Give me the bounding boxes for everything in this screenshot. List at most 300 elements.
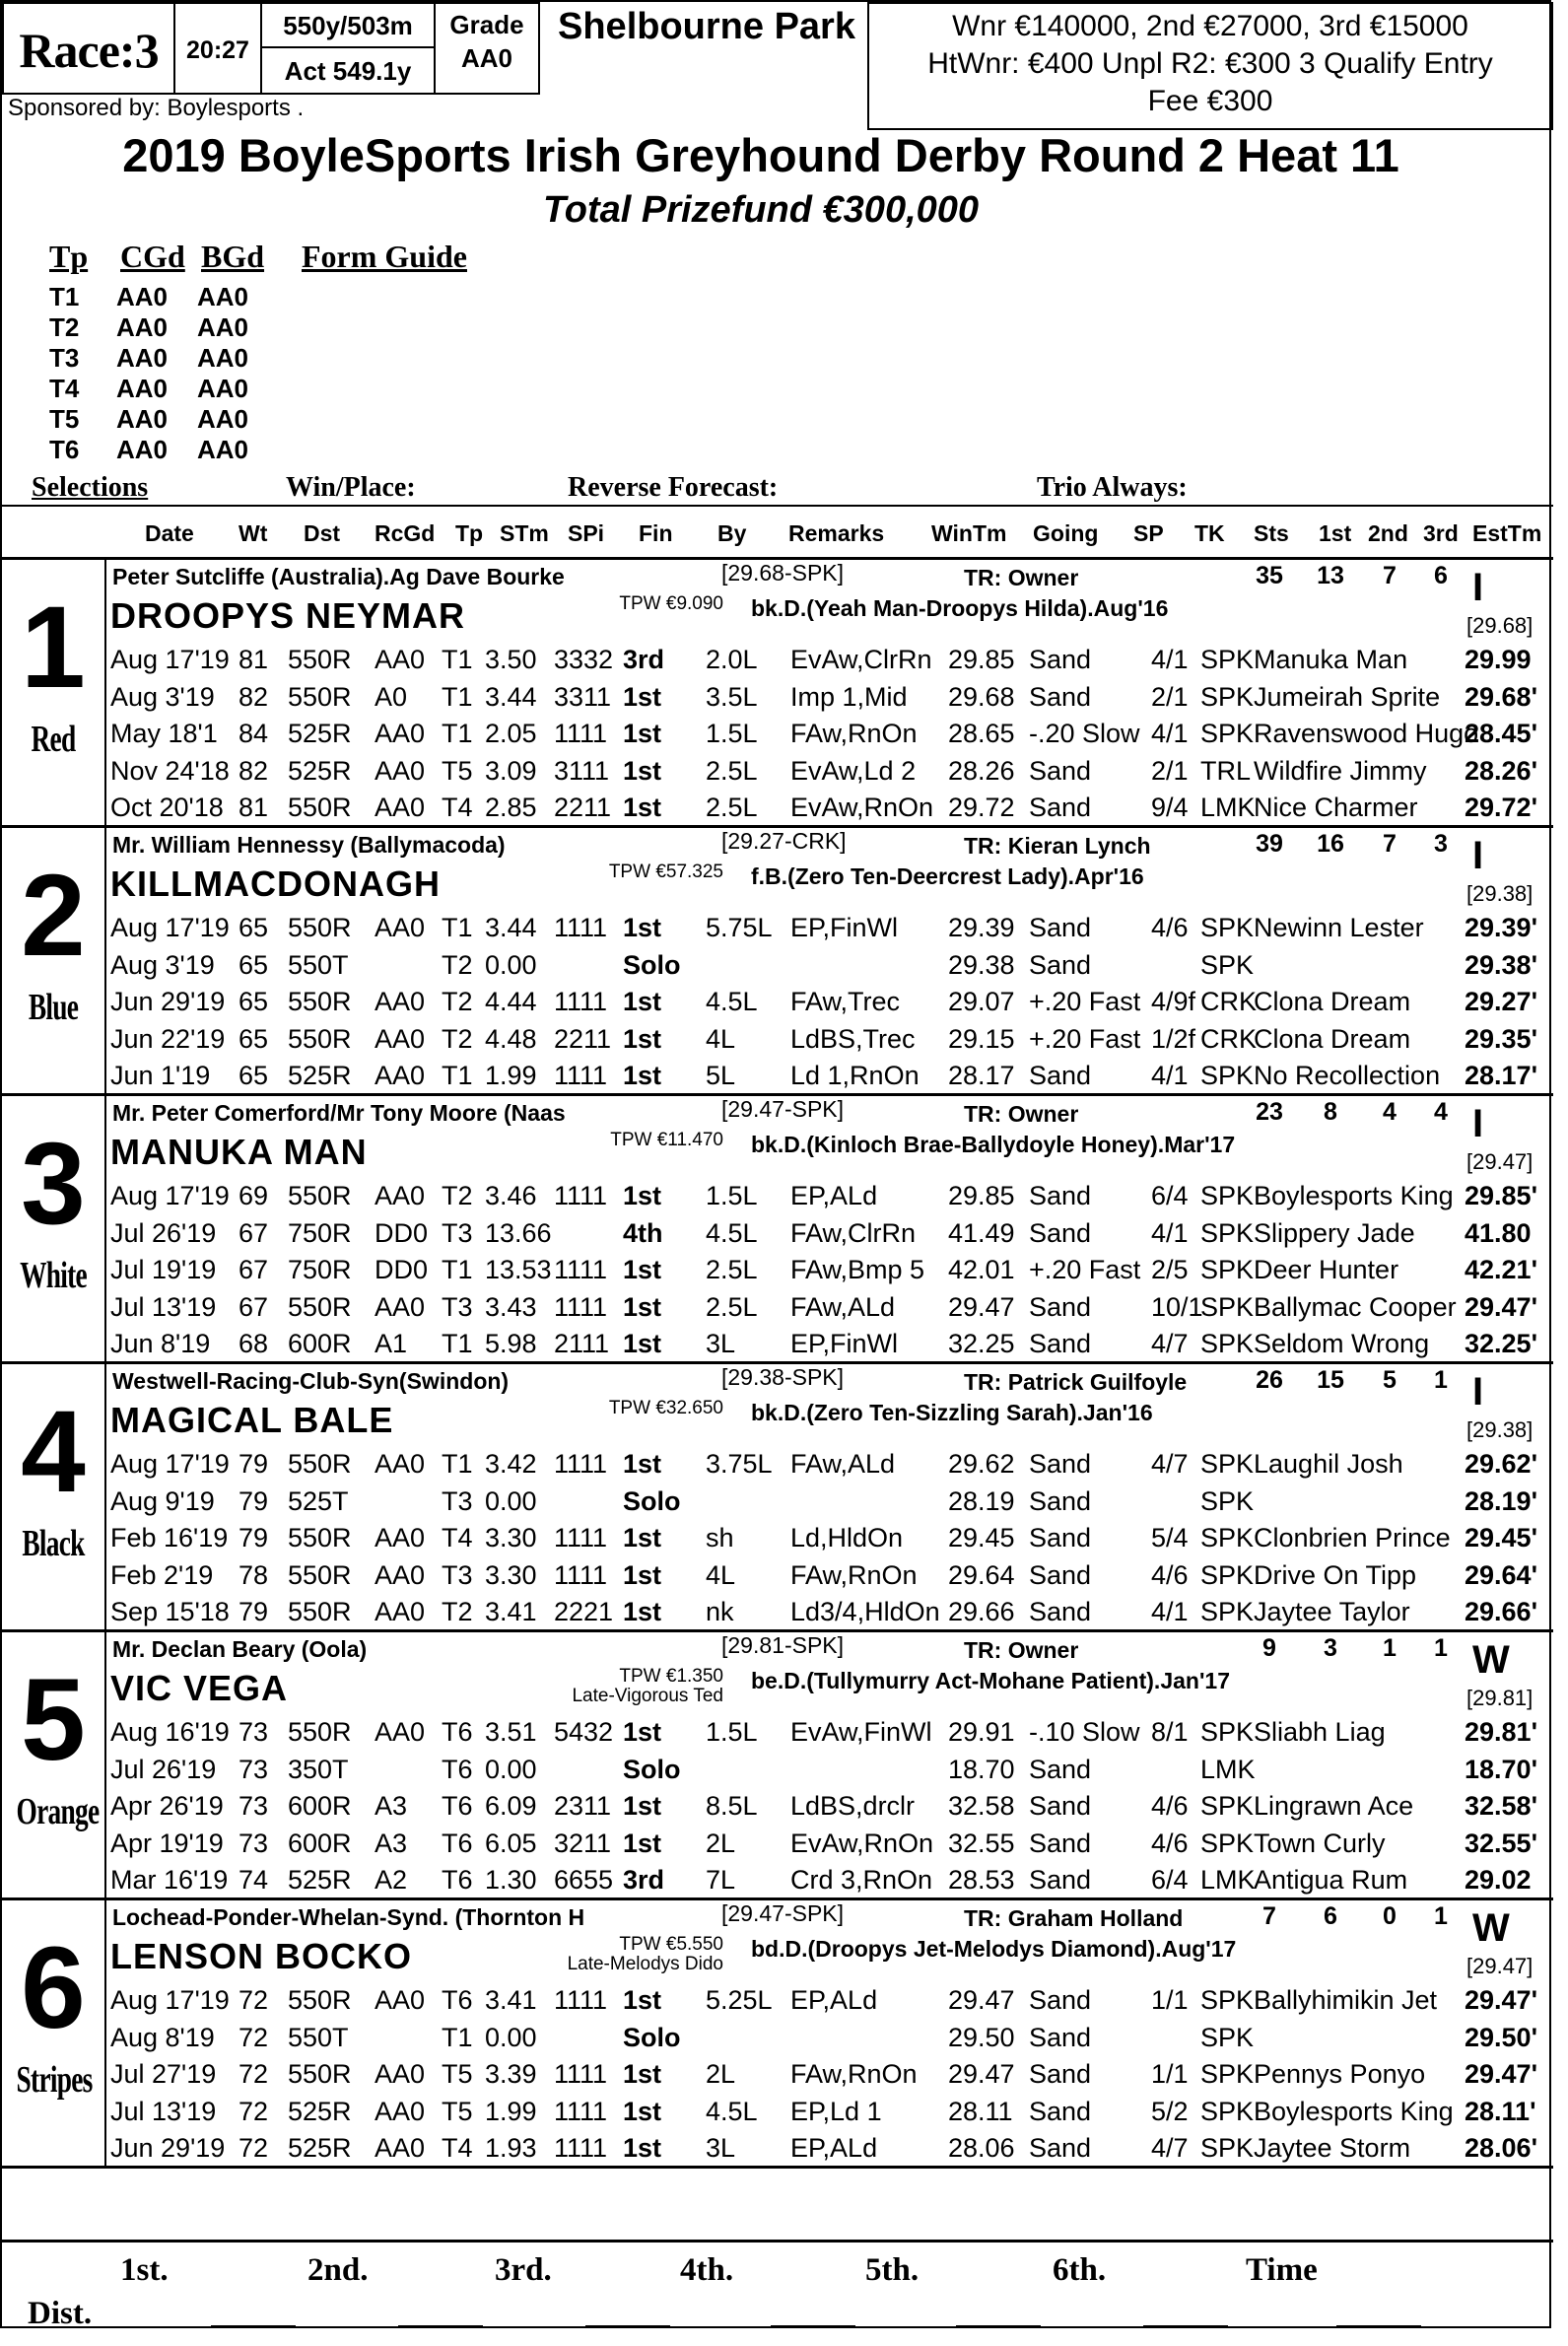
form-cell: 13.53: [485, 1255, 552, 1284]
form-cell: 550R: [288, 1023, 352, 1054]
column-header: STm: [500, 520, 549, 546]
trap-box: [2, 1632, 106, 1898]
form-row: [110, 983, 1549, 1020]
form-cell: SPK: [1200, 1217, 1255, 1248]
breeding: bk.D.(Zero Ten-Sizzling Sarah).Jan'16: [751, 1400, 1153, 1425]
form-cell: SPK: [1200, 1291, 1255, 1322]
form-row: [110, 1057, 1549, 1094]
form-cell: 1st: [623, 719, 662, 748]
form-cell: T6: [442, 1791, 473, 1821]
trap-box: [2, 1096, 106, 1361]
form-cell: Sand: [1029, 1061, 1092, 1090]
form-cell: A3: [375, 1791, 408, 1821]
form-cell: AA0: [375, 1291, 426, 1322]
runner-stat-third: 1: [1434, 1366, 1448, 1394]
form-cell: T1: [442, 719, 473, 748]
form-cell: 72: [239, 2096, 269, 2126]
form-cell: 74: [239, 1865, 269, 1895]
trap-colour: Orange: [16, 1791, 100, 1832]
place-label: 4th.: [680, 2252, 734, 2288]
form-cell: T3: [442, 1559, 473, 1590]
form-cell: 41.80: [1465, 1217, 1532, 1248]
form-cell: 1st: [623, 681, 662, 712]
form-cell: AA0: [375, 987, 426, 1016]
runner-stat-third: 1: [1434, 1902, 1448, 1930]
form-cell: AA0: [375, 1449, 426, 1479]
trap-grade-cell: AA0: [197, 343, 249, 373]
form-cell: Aug 3'19: [110, 949, 215, 980]
form-cell: AA0: [375, 2133, 426, 2163]
runner-comment: Late-Vigorous Ted: [572, 1686, 723, 1706]
form-cell: Crd 3,RnOn: [790, 1865, 933, 1895]
form-cell: SPK: [1200, 1985, 1255, 2015]
form-cell: 3.44: [485, 681, 537, 712]
form-cell: 73: [239, 1717, 269, 1747]
form-row: [110, 1325, 1549, 1362]
form-cell: Pennys Ponyo: [1254, 2059, 1426, 2089]
form-cell: 4L: [706, 1023, 736, 1054]
form-cell: EvAw,RnOn: [790, 793, 934, 822]
place-label: 2nd.: [307, 2252, 369, 2288]
grade-label: Grade: [449, 10, 524, 39]
form-cell: 4/6: [1151, 1559, 1189, 1590]
form-cell: 4/6: [1151, 1828, 1189, 1858]
form-cell: FAw,Trec: [790, 987, 901, 1016]
runner-block: [2, 560, 1553, 828]
form-cell: 3.30: [485, 1523, 537, 1552]
form-cell: 79: [239, 1449, 269, 1479]
form-cell: Boylesports King: [1254, 1181, 1454, 1210]
form-cell: Sand: [1029, 1181, 1092, 1210]
form-cell: 550R: [288, 1597, 352, 1626]
column-header: Fin: [639, 520, 673, 546]
trap-grade-cell: AA0: [197, 282, 249, 311]
form-cell: 600R: [288, 1828, 352, 1858]
place-label: 3rd.: [495, 2252, 552, 2288]
trap-grade-cell: AA0: [116, 404, 169, 434]
form-cell: EP,ALd: [790, 1181, 878, 1210]
best-time: [29.47]: [1466, 1149, 1534, 1174]
form-cell: 28.26': [1465, 755, 1537, 786]
form-cell: T6: [442, 1985, 473, 2015]
form-cell: 1st: [623, 2133, 662, 2163]
form-cell: 29.50': [1465, 2022, 1537, 2052]
runner-stat-starts: 23: [1256, 1098, 1283, 1126]
form-cell: 28.11: [948, 2096, 1013, 2126]
form-cell: 525T: [288, 1485, 349, 1516]
form-cell: 0.00: [485, 1485, 537, 1516]
tpw-value: TPW €9.090: [619, 593, 723, 614]
form-cell: +.20 Fast: [1029, 1023, 1141, 1054]
form-cell: EP,ALd: [790, 2133, 878, 2163]
form-cell: 29.47: [948, 2059, 1015, 2089]
form-cell: 29.99: [1465, 645, 1532, 674]
form-cell: 1st: [623, 1597, 662, 1626]
runner-block: [2, 1096, 1553, 1364]
form-row: [110, 1445, 1549, 1483]
form-cell: SPK: [1200, 949, 1255, 980]
form-cell: 525R: [288, 1061, 352, 1090]
runner-stat-starts: 26: [1256, 1366, 1283, 1394]
form-cell: T2: [442, 949, 473, 980]
form-cell: 5.25L: [706, 1985, 773, 2015]
form-cell: 42.01: [948, 1255, 1015, 1284]
form-cell: EP,FinWl: [790, 913, 899, 942]
form-cell: 5/4: [1151, 1523, 1189, 1552]
trap-grade-cell: T2: [49, 312, 80, 342]
form-cell: 2L: [706, 2059, 736, 2089]
form-cell: 1st: [623, 913, 662, 942]
dog-name: LENSON BOCKO: [110, 1936, 413, 1976]
form-cell: 3.42: [485, 1449, 537, 1479]
form-cell: 550R: [288, 645, 352, 674]
form-cell: 2L: [706, 1828, 736, 1858]
runner-stat-second: 4: [1383, 1098, 1397, 1126]
form-row: [110, 1713, 1549, 1751]
form-cell: Jumeirah Sprite: [1254, 681, 1441, 712]
form-cell: Sliabh Liag: [1254, 1717, 1386, 1747]
form-cell: T3: [442, 1291, 473, 1322]
form-cell: T2: [442, 1023, 473, 1054]
form-cell: Jun 8'19: [110, 1329, 211, 1358]
runner-stat-second: 5: [1383, 1366, 1397, 1394]
form-cell: Solo: [623, 949, 681, 980]
form-cell: 2211: [554, 1023, 612, 1054]
column-header: 2nd: [1368, 520, 1408, 546]
form-cell: 3.41: [485, 1597, 537, 1626]
result-area: [2, 2240, 1553, 2330]
form-cell: 65: [239, 949, 269, 980]
result-line: [1336, 2325, 1421, 2328]
form-cell: T1: [442, 1255, 473, 1284]
form-cell: T1: [442, 1449, 473, 1479]
form-cell: 2/1: [1151, 681, 1189, 712]
form-cell: T4: [442, 2133, 473, 2163]
form-cell: nk: [706, 1597, 734, 1626]
form-cell: 4.5L: [706, 2096, 758, 2126]
form-cell: 525R: [288, 2133, 352, 2163]
trap-grade-cell: AA0: [197, 435, 249, 464]
form-cell: 2.5L: [706, 1291, 758, 1322]
form-cell: Aug 17'19: [110, 645, 230, 674]
form-row: [110, 2055, 1549, 2093]
form-cell: FAw,ALd: [790, 1291, 896, 1322]
form-cell: T1: [442, 913, 473, 942]
column-header: TK: [1194, 520, 1225, 546]
form-cell: Aug 17'19: [110, 1985, 230, 2015]
form-cell: 29.68': [1465, 681, 1537, 712]
dog-name: DROOPYS NEYMAR: [110, 595, 466, 636]
form-cell: SPK: [1200, 1559, 1255, 1590]
form-cell: 1st: [623, 1791, 662, 1821]
form-cell: 29.47': [1465, 2059, 1537, 2089]
trainer-name: TR: Owner: [964, 1101, 1079, 1127]
form-cell: Ballymac Cooper: [1254, 1291, 1457, 1322]
runner-stat-third: 4: [1434, 1098, 1448, 1126]
runner-stat-second: 0: [1383, 1902, 1397, 1930]
form-cell: FAw,RnOn: [790, 719, 918, 748]
form-cell: T4: [442, 793, 473, 822]
form-cell: T5: [442, 755, 473, 786]
form-cell: EvAw,Ld 2: [790, 755, 917, 786]
form-row: [110, 1214, 1549, 1252]
best-time: [29.38]: [1466, 881, 1534, 906]
form-cell: 29.47: [948, 1291, 1015, 1322]
form-cell: 65: [239, 1061, 269, 1090]
form-cell: 5.75L: [706, 913, 773, 942]
form-cell: T6: [442, 1828, 473, 1858]
form-cell: Aug 17'19: [110, 913, 230, 942]
form-cell: 525R: [288, 755, 352, 786]
form-cell: 550R: [288, 1985, 352, 2015]
form-cell: 28.17: [948, 1061, 1015, 1090]
form-cell: 525R: [288, 2096, 352, 2126]
form-cell: Sand: [1029, 1828, 1092, 1858]
form-cell: SPK: [1200, 913, 1255, 942]
form-cell: 1.99: [485, 1061, 537, 1090]
form-cell: +.20 Fast: [1029, 1255, 1141, 1284]
form-cell: 1st: [623, 1449, 662, 1479]
form-cell: 28.65: [948, 719, 1015, 748]
form-cell: 3.09: [485, 755, 537, 786]
form-cell: 1st: [623, 2096, 662, 2126]
form-cell: EvAw,RnOn: [790, 1828, 934, 1858]
trap-number: 1: [21, 583, 86, 713]
form-cell: 10/1: [1151, 1291, 1203, 1322]
form-cell: 1111: [554, 1449, 608, 1479]
form-cell: 6/4: [1151, 1181, 1189, 1210]
form-cell: Newinn Lester: [1254, 913, 1424, 942]
form-cell: Sand: [1029, 1217, 1092, 1248]
form-cell: 13.66: [485, 1217, 552, 1248]
form-cell: 1111: [554, 1985, 608, 2015]
form-cell: 1st: [623, 1255, 662, 1284]
form-cell: 1st: [623, 1329, 662, 1358]
tp-header: Tp: [49, 239, 89, 274]
trainer-name: TR: Patrick Guilfoyle: [964, 1369, 1188, 1395]
form-cell: SPK: [1200, 1255, 1255, 1284]
form-row: [110, 1861, 1549, 1898]
trap-box: [2, 1364, 106, 1629]
form-cell: SPK: [1200, 1523, 1255, 1552]
form-cell: 1st: [623, 1985, 662, 2015]
form-cell: 1st: [623, 1523, 662, 1552]
form-cell: 3rd: [623, 1865, 665, 1895]
trap-grade-cell: AA0: [197, 374, 249, 403]
form-row: [110, 1981, 1549, 2019]
form-cell: 28.19: [948, 1485, 1015, 1516]
runner-stat-third: 6: [1434, 562, 1448, 589]
best-time: [29.38]: [1466, 1417, 1534, 1442]
form-cell: AA0: [375, 1597, 426, 1626]
form-cell: 72: [239, 2022, 269, 2052]
form-cell: 29.85': [1465, 1181, 1537, 1210]
column-header: Date: [145, 520, 194, 546]
form-cell: SPK: [1200, 681, 1255, 712]
trainer-name: TR: Owner: [964, 1637, 1079, 1663]
form-row: [110, 678, 1549, 716]
runner-stat-first: 8: [1324, 1098, 1337, 1126]
form-cell: Aug 8'19: [110, 2022, 215, 2052]
form-cell: Sand: [1029, 2133, 1092, 2163]
form-cell: 4.48: [485, 1023, 537, 1054]
form-cell: Nice Charmer: [1254, 793, 1418, 822]
best-track-time: [29.81-SPK]: [721, 1632, 845, 1658]
prize-box: [867, 2, 1553, 130]
form-cell: 1111: [554, 2096, 608, 2126]
form-cell: SPK: [1200, 1181, 1255, 1210]
form-cell: SPK: [1200, 1449, 1255, 1479]
prize-line-1: Wnr €140000, 2nd €27000, 3rd €15000: [952, 10, 1468, 42]
trap-grade-cell: T4: [49, 374, 80, 403]
form-cell: Sand: [1029, 2096, 1092, 2126]
trap-colour: Black: [22, 1523, 85, 1564]
form-cell: 1st: [623, 1181, 662, 1210]
form-cell: 1111: [554, 913, 608, 942]
form-cell: SPK: [1200, 2059, 1255, 2089]
form-cell: Ballyhimikin Jet: [1254, 1985, 1438, 2015]
form-cell: 1111: [554, 1255, 608, 1284]
form-cell: 9/4: [1151, 793, 1189, 822]
form-cell: Sand: [1029, 2059, 1092, 2089]
form-cell: -.20 Slow: [1029, 719, 1140, 748]
form-cell: 29.62: [948, 1449, 1015, 1479]
runner-stat-third: 1: [1434, 1634, 1448, 1662]
form-cell: 3rd: [623, 645, 665, 674]
runner-block: [2, 1632, 1553, 1900]
form-cell: Wildfire Jimmy: [1254, 755, 1427, 786]
form-cell: 4/7: [1151, 1449, 1189, 1479]
form-cell: 4th: [623, 1217, 663, 1248]
form-cell: Sand: [1029, 913, 1092, 942]
form-cell: 4/6: [1151, 1791, 1189, 1821]
trap-grade-cell: AA0: [116, 374, 169, 403]
form-cell: 67: [239, 1255, 269, 1284]
form-cell: Sand: [1029, 681, 1092, 712]
form-cell: 1/2f: [1151, 1023, 1196, 1054]
form-cell: 29.47': [1465, 1291, 1537, 1322]
form-cell: SPK: [1200, 2096, 1255, 2126]
form-cell: Sand: [1029, 1329, 1092, 1358]
form-row: [110, 1483, 1549, 1520]
form-cell: T1: [442, 645, 473, 674]
trap-number: 3: [21, 1119, 86, 1249]
form-row: [110, 752, 1549, 790]
form-cell: 7L: [706, 1865, 736, 1895]
form-cell: LMK: [1200, 793, 1256, 822]
form-cell: A1: [375, 1329, 408, 1358]
form-cell: Jul 26'19: [110, 1754, 217, 1784]
form-cell: Sand: [1029, 1291, 1092, 1322]
trap-grade-cell: T6: [49, 435, 80, 464]
form-cell: May 18'1: [110, 719, 218, 748]
form-cell: 2/1: [1151, 755, 1189, 786]
form-cell: FAw,RnOn: [790, 1559, 918, 1590]
form-cell: Sand: [1029, 949, 1092, 980]
form-row: [110, 946, 1549, 984]
form-cell: EP,FinWl: [790, 1329, 899, 1358]
grade-value: AA0: [460, 43, 512, 73]
trap-colour: Red: [31, 719, 76, 760]
dog-name: VIC VEGA: [110, 1668, 289, 1708]
trap-box: [2, 560, 106, 825]
form-cell: 3.30: [485, 1559, 537, 1590]
form-cell: 550R: [288, 681, 352, 712]
form-cell: 29.72': [1465, 793, 1537, 822]
form-cell: 3.75L: [706, 1449, 773, 1479]
form-cell: 3.51: [485, 1717, 537, 1747]
form-cell: 3311: [554, 681, 612, 712]
form-cell: T1: [442, 681, 473, 712]
form-cell: 28.17': [1465, 1061, 1537, 1090]
form-cell: 1.99: [485, 2096, 537, 2126]
form-cell: 29.39': [1465, 913, 1537, 942]
best-time: [29.81]: [1466, 1686, 1534, 1710]
form-cell: 1.30: [485, 1865, 537, 1895]
form-cell: 550R: [288, 987, 352, 1016]
form-cell: Feb 16'19: [110, 1523, 229, 1552]
form-cell: 4/7: [1151, 1329, 1189, 1358]
form-column-headers: [2, 505, 1553, 560]
form-cell: 29.47: [948, 1985, 1015, 2015]
form-row: [110, 1556, 1549, 1594]
form-cell: 42.21': [1465, 1255, 1537, 1284]
form-cell: T2: [442, 987, 473, 1016]
column-header: Wt: [239, 520, 268, 546]
form-cell: 1st: [623, 755, 662, 786]
form-cell: 18.70': [1465, 1754, 1537, 1784]
column-header: Tp: [455, 520, 484, 546]
form-mark: W: [1472, 1906, 1510, 1950]
form-cell: 350T: [288, 1754, 349, 1784]
form-cell: 28.45': [1465, 719, 1537, 748]
form-cell: AA0: [375, 1523, 426, 1552]
form-cell: Sep 15'18: [110, 1597, 230, 1626]
runner-stat-second: 7: [1383, 830, 1397, 858]
tpw-value: TPW €57.325: [608, 862, 723, 882]
form-cell: Jul 13'19: [110, 2096, 217, 2126]
form-cell: 1st: [623, 987, 662, 1016]
cgd-header: CGd: [120, 239, 185, 274]
win-place-label: Win/Place:: [286, 472, 416, 503]
race-distance: 550y/503m: [260, 2, 436, 48]
race-grade-box: [434, 2, 540, 95]
form-cell: 29.91: [948, 1717, 1015, 1747]
form-cell: 29.72: [948, 793, 1015, 822]
form-cell: AA0: [375, 2059, 426, 2089]
form-cell: SPK: [1200, 1597, 1255, 1626]
form-cell: Jaytee Storm: [1254, 2133, 1411, 2163]
form-cell: 2111: [554, 1329, 610, 1358]
form-cell: 3L: [706, 1329, 736, 1358]
column-header: Remarks: [788, 520, 885, 546]
form-cell: T2: [442, 1181, 473, 1210]
race-number: Race:3: [2, 2, 175, 95]
form-cell: Jul 26'19: [110, 1217, 217, 1248]
breeding: f.B.(Zero Ten-Deercrest Lady).Apr'16: [751, 863, 1144, 889]
form-cell: T6: [442, 1717, 473, 1747]
form-cell: 5.98: [485, 1329, 537, 1358]
form-cell: SPK: [1200, 1828, 1255, 1858]
form-cell: Sand: [1029, 1791, 1092, 1821]
form-cell: Apr 19'19: [110, 1828, 224, 1858]
form-cell: EP,Ld 1: [790, 2096, 882, 2126]
form-cell: 29.81': [1465, 1717, 1537, 1747]
form-cell: Sand: [1029, 1485, 1092, 1516]
trainer-name: TR: Kieran Lynch: [964, 833, 1151, 859]
form-cell: Ld3/4,HldOn: [790, 1597, 940, 1626]
form-cell: T3: [442, 1485, 473, 1516]
